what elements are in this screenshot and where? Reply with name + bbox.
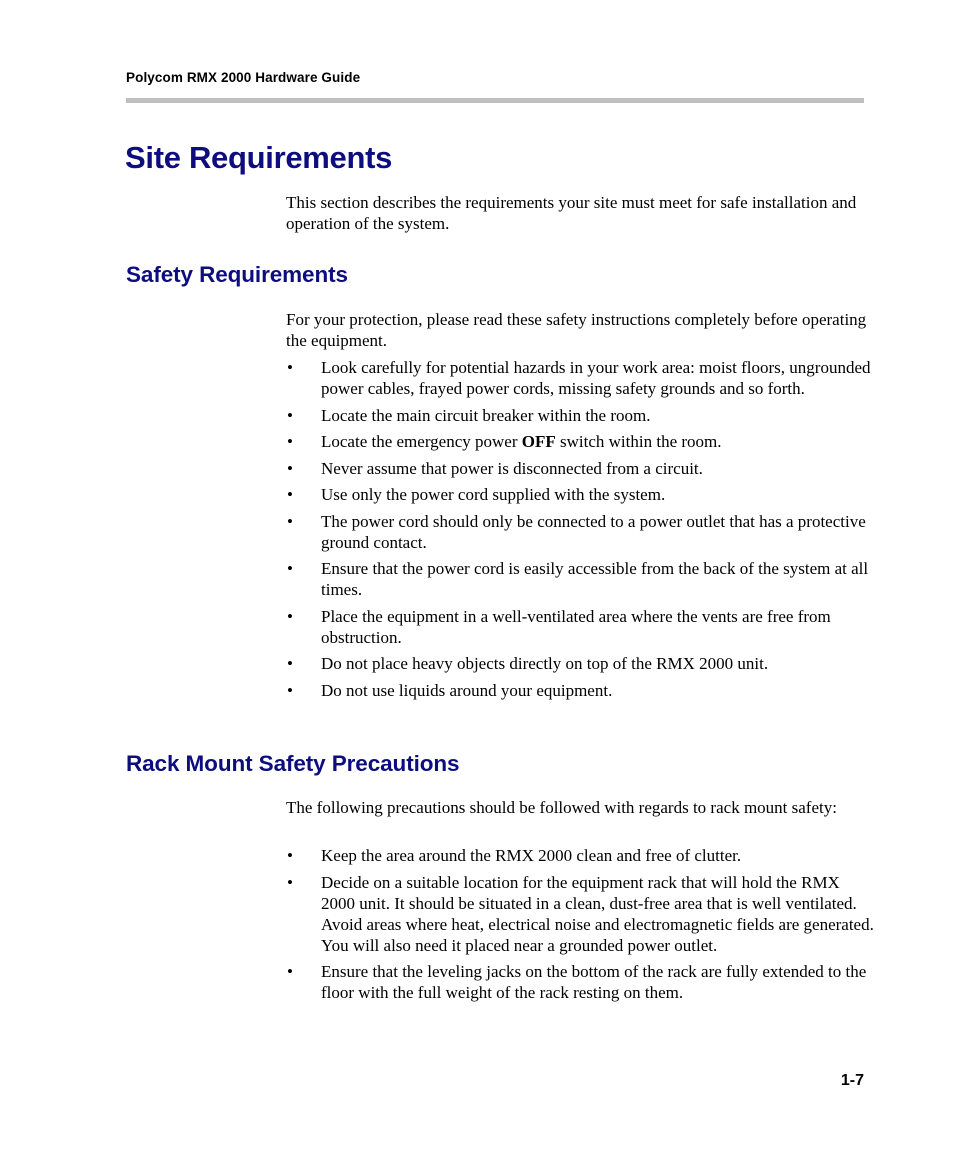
- header-rule: [126, 98, 864, 103]
- rack-heading: Rack Mount Safety Precautions: [126, 751, 460, 776]
- list-item-text-start: Locate the emergency power: [321, 432, 522, 451]
- bullet-glyph: •: [287, 559, 293, 578]
- list-item-text: Use only the power cord supplied with the system.: [321, 485, 666, 504]
- list-item-text: Ensure that the leveling jacks on the bottom of the rack are fully extended to the floor with the full weight of the rack resting on them.: [321, 962, 867, 1002]
- list-item-text: Locate the main circuit breaker within the room.: [321, 405, 651, 425]
- list-item: [286, 357, 876, 399]
- list-item: [286, 872, 876, 956]
- bullet-glyph: •: [287, 405, 293, 425]
- safety-heading: Safety Requirements: [126, 262, 348, 287]
- rack-list: [286, 845, 876, 1009]
- list-item-bold-term: OFF: [521, 432, 556, 451]
- list-item-text: Look carefully for potential hazards in your work area: moist floors, ungrounded power cables, frayed power cords, missing safety grounds and so forth.: [321, 358, 871, 398]
- bullet-glyph: •: [287, 458, 293, 478]
- list-item-text: Do not use liquids around your equipment.: [321, 680, 613, 700]
- list-item-text: Do not place heavy objects directly on top of the RMX 2000 unit.: [321, 654, 769, 673]
- list-item-text: [321, 432, 722, 451]
- list-item-text: The power cord should only be connected to a power outlet that has a protective ground contact.: [321, 511, 866, 552]
- rack-intro: The following precautions should be followed with regards to rack mount safety:: [286, 798, 837, 817]
- bullet-glyph: •: [287, 432, 293, 451]
- list-item-text: Decide on a suitable location for the equipment rack that will hold the RMX 2000 unit. It should be situated in a clean, dust-free area that is well ventilated. Avoid areas where heat, electrical noise and electromagnetic fields are generated. You will also need it placed near a grounded power outlet.: [321, 872, 874, 955]
- list-item-text-end: switch within the room.: [555, 432, 722, 451]
- list-item: [286, 606, 876, 648]
- bullet-glyph: •: [287, 962, 293, 981]
- list-item: [286, 458, 876, 479]
- safety-intro: For your protection, please read these safety instructions completely before operating the equipment.: [286, 310, 867, 350]
- site-intro: This section describes the requirements your site must meet for safe installation and operation of the system.: [286, 193, 857, 233]
- bullet-glyph: •: [287, 846, 293, 865]
- running-header: Polycom RMX 2000 Hardware Guide: [126, 70, 361, 85]
- list-item: [286, 511, 876, 553]
- bullet-glyph: •: [287, 606, 293, 626]
- list-item: [286, 845, 876, 866]
- list-item: [286, 961, 876, 1003]
- list-item: [286, 653, 876, 674]
- page-number: 1-7: [840, 1072, 864, 1089]
- list-item-text: Never assume that power is disconnected from a circuit.: [321, 458, 703, 478]
- bullet-glyph: •: [287, 654, 293, 673]
- list-item-text: Ensure that the power cord is easily accessible from the back of the system at all times.: [321, 559, 869, 599]
- list-item: [286, 405, 876, 426]
- list-item: [286, 431, 876, 452]
- bullet-glyph: •: [287, 511, 293, 531]
- list-item: [286, 558, 876, 600]
- list-item: [286, 484, 876, 505]
- bullet-glyph: •: [287, 872, 293, 892]
- bullet-glyph: •: [287, 358, 293, 377]
- list-item-text: Keep the area around the RMX 2000 clean and free of clutter.: [321, 846, 742, 865]
- page-title: Site Requirements: [125, 140, 393, 175]
- bullet-glyph: •: [287, 680, 293, 700]
- safety-list: [286, 357, 876, 706]
- list-item-text: Place the equipment in a well-ventilated area where the vents are free from obstruction.: [321, 606, 831, 647]
- list-item: [286, 680, 876, 701]
- bullet-glyph: •: [287, 485, 293, 504]
